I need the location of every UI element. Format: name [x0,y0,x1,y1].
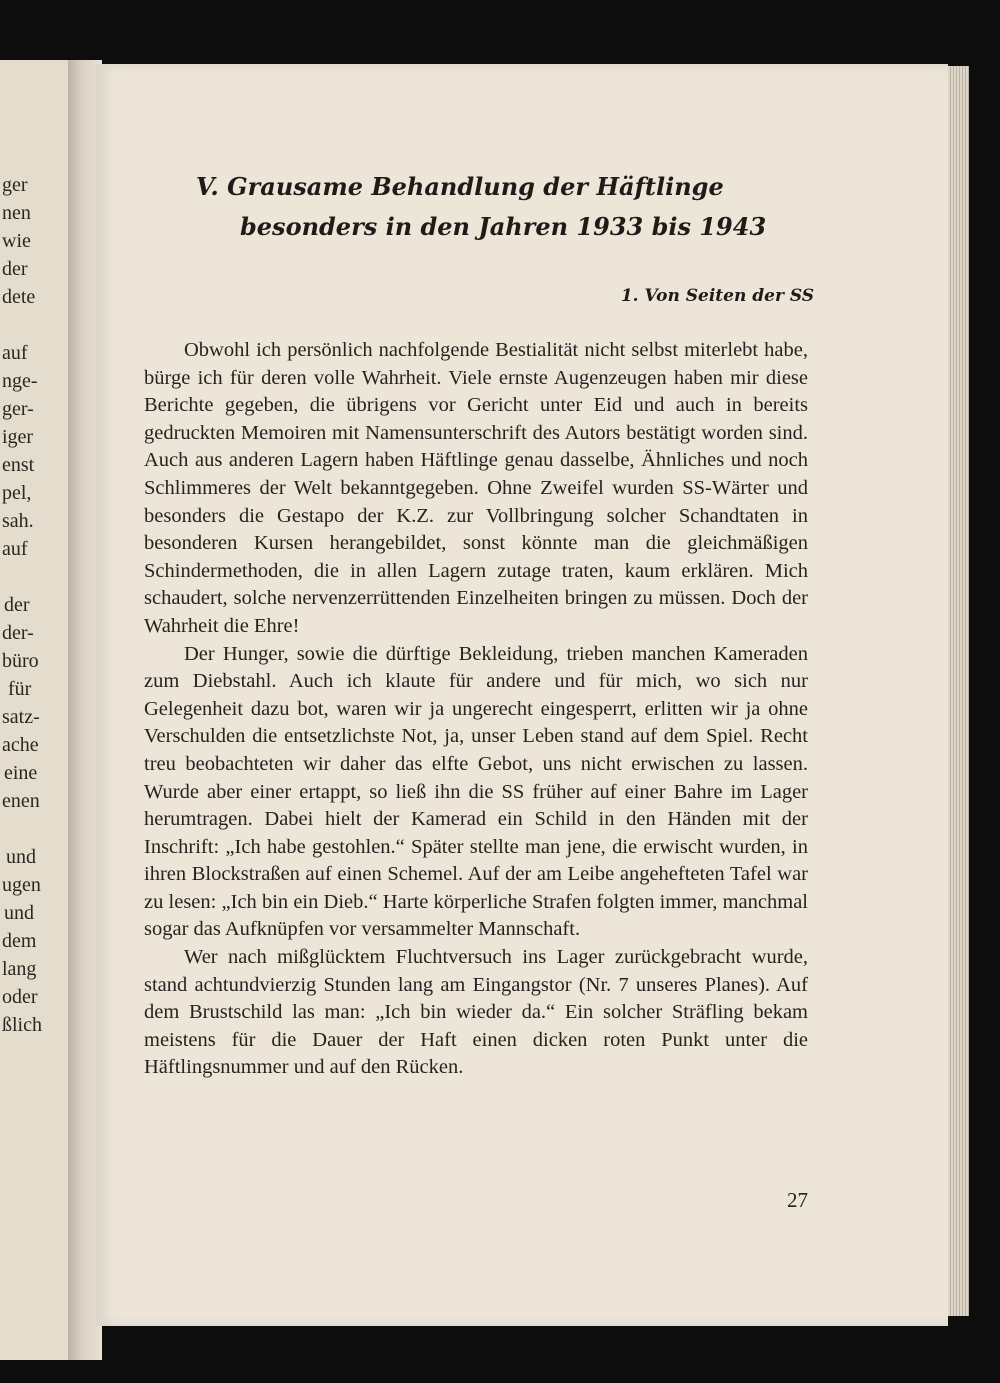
left-page [0,60,78,1360]
left-page-fragment: wie [2,230,31,252]
left-page-fragment: auf [2,538,28,560]
left-page-fragment: für [8,678,32,700]
left-page-fragment: ache [2,734,39,756]
left-page-fragment: sah. [2,510,34,532]
left-page-fragment: und [4,902,34,924]
paragraph: Obwohl ich persönlich nachfolgende Bestialität nicht selbst miterlebt habe, bürge ich für deren volle Wahrheit. Viele ernste Augenzeugen haben mir diese Berichte gegeben, die übrigens vor Gericht unter Eid und auch in bereits gedruckten Memoiren mit Namensunterschrift des Autors bestätigt worden sind. Auch aus anderen Lagern haben Häftlinge genau dasselbe, Ähnliches und noch Schlimmeres der Welt bekanntgegeben. Ohne Zweifel wurden SS-Wärter und besonders die Gestapo der K.Z. zur Vollbringung solcher Schandtaten in besonderen Kursen herangebildet, sonst könnte man die gleichmäßigen Schindermethoden, die in allen Lagern zutage traten, kaum erklären. Mich schaudert, solche nervenzerrüttenden Einzelheiten bringen zu müssen. Doch der Wahrheit die Ehre! [144,339,808,637]
paragraph: Der Hunger, sowie die dürftige Bekleidung, trieben manchen Kameraden zum Diebstahl. Auch ich klaute für andere und für mich, wo sich nur Gelegenheit dazu bot, waren wir ja ungerecht eingesperrt, erlitten wir ja ohne Verschulden die entsetzlichste Not, ja, unser Leben stand auf dem Spiel. Recht treu beobachteten wir daher das elfte Gebot, uns nicht erwischen zu lassen. Wurde aber einer ertappt, so ließ ihn die SS früher auf einer Bahre im Lager herumtragen. Dabei hielt der Kamerad ein Schild in den Händen mit der Inschrift: „Ich habe gestohlen.“ Später stellte man jene, die erwischt wurden, in ihren Blockstraßen auf einen Schemel. Auf der am Leibe angehefteten Tafel war zu lesen: „Ich bin ein Dieb.“ Harte körperliche Strafen folgten immer, manchmal sogar das Aufknüpfen vor versammelter Mannschaft. [144,642,808,941]
body-text [144,337,808,1082]
left-page-fragment: büro [2,650,39,672]
left-page-fragment: der [2,258,28,280]
left-page-fragment: und [6,846,36,868]
left-page-fragment: ßlich [2,1014,42,1036]
left-page-fragment: lang [2,958,37,980]
chapter-title-line-1: V. Grausame Behandlung der Häftlinge [196,172,724,201]
chapter-title-line-2: besonders in den Jahren 1933 bis 1943 [240,212,767,241]
left-page-fragment: enst [2,454,35,476]
left-page-fragment: auf [2,342,28,364]
left-page-fragment: eine [4,762,38,784]
paragraph: Wer nach mißglücktem Fluchtversuch ins Lager zurückgebracht wurde, stand achtundvierzig Stunden lang am Eingangstor (Nr. 7 unseres Planes). Auf dem Brustschild las man: „Ich bin wieder da.“ Ein solcher Sträfling bekam meistens für die Dauer der Haft einen dicken roten Punkt unter die Häftlingsnummer und auf den Rücken. [144,946,808,1079]
left-page-fragment: der- [2,622,34,644]
left-page-fragment: dem [2,930,37,952]
left-page-fragment: nen [2,202,31,224]
section-heading: 1. Von Seiten der SS [620,286,814,306]
left-page-fragment: oder [2,986,38,1008]
left-page-fragment: ger- [2,398,34,420]
page-edges [945,66,969,1316]
right-page [96,64,948,1326]
left-page-fragment: ugen [2,874,41,896]
left-page-fragment: enen [2,790,40,812]
left-page-fragment: nge- [2,370,38,392]
left-page-fragment: iger [2,426,34,448]
left-page-fragment: der [4,594,30,616]
left-page-fragment: ger [2,174,28,196]
left-page-fragment: satz- [2,706,40,728]
left-page-fragment: pel, [2,482,32,504]
page-number: 27 [787,1188,808,1212]
left-page-fragment: dete [2,286,36,308]
